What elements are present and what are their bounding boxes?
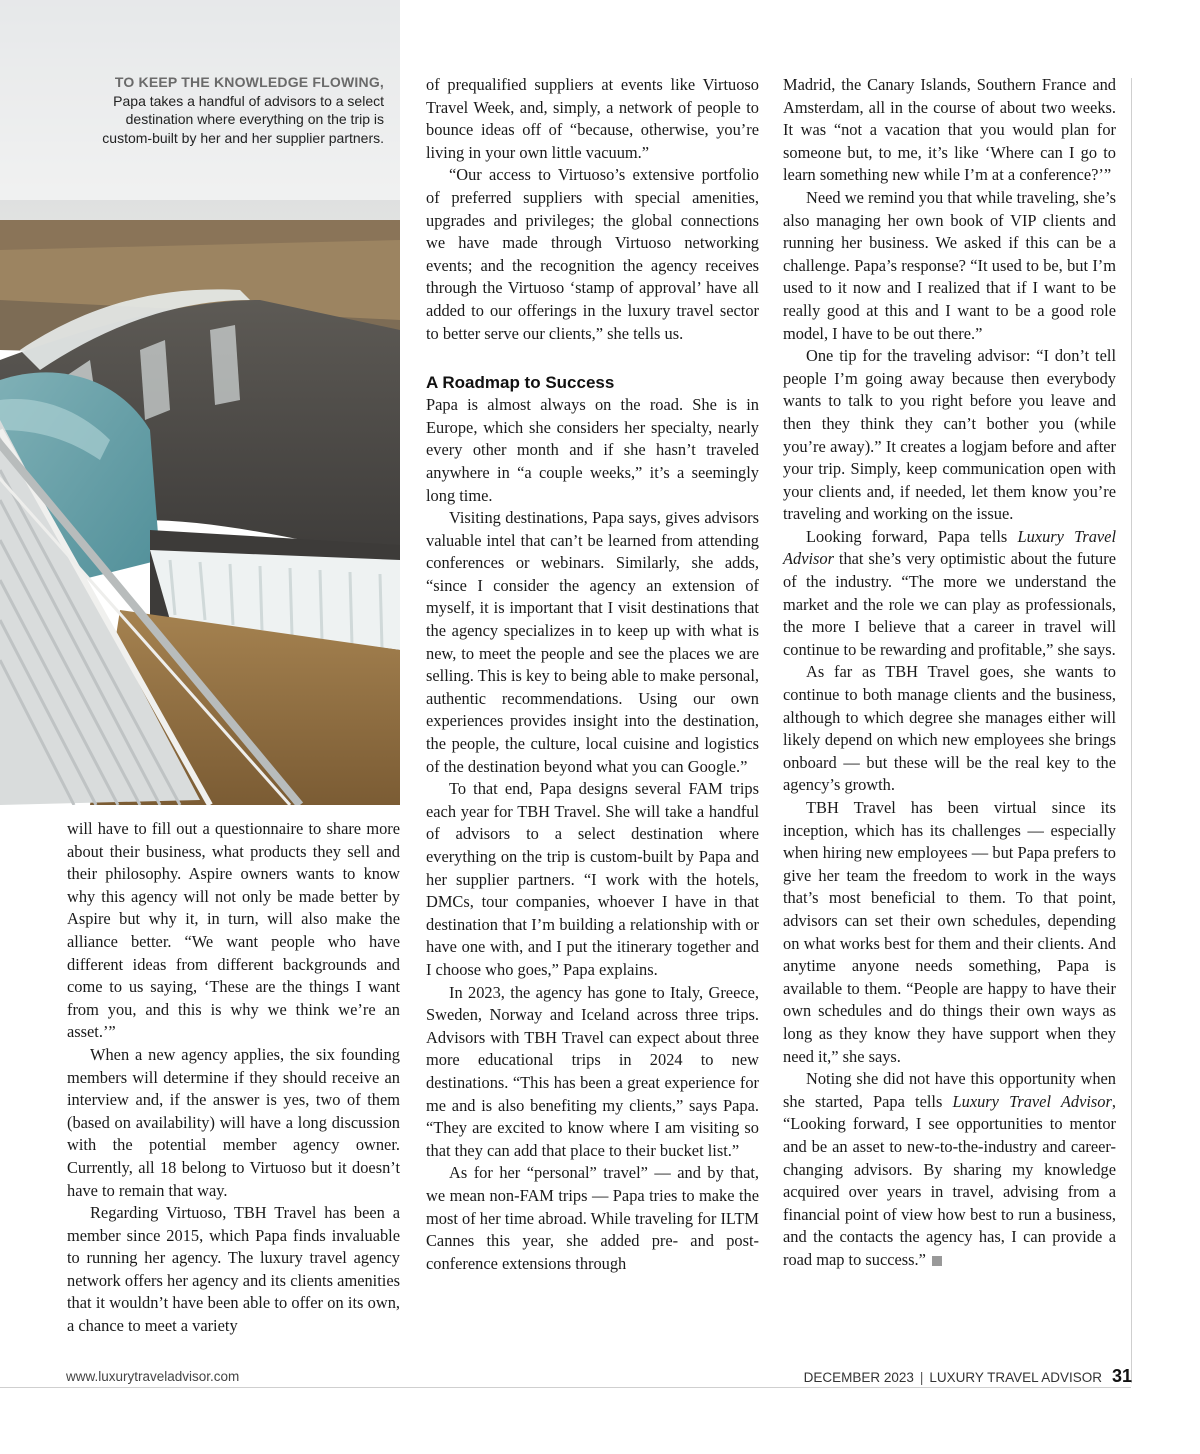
- text-run: that she’s very optimistic about the future of the industry. “The more we understand the market and the role we can play as professionals, the more I believe that a career in travel will continue to be rewarding and profitable,” she says.: [783, 549, 1116, 659]
- paragraph: One tip for the traveling advisor: “I don’t tell people I’m going away because then everybody wants to talk to you right before you leave and then they think they can’t bother you (while you’re away).” It creates a logjam before and after your trip. Simply, keep communication open with your clients and, if needed, let them know you’re traveling and working on the issue.: [783, 346, 1116, 524]
- article-column-3: [783, 74, 1116, 1271]
- section-heading: A Roadmap to Success: [426, 373, 615, 393]
- article-column-2: [426, 74, 759, 1275]
- publication-name: Luxury Travel Advisor: [952, 1091, 1112, 1111]
- article-column-1: [67, 818, 400, 1338]
- caption-text: Papa takes a handful of advisors to a select destination where everything on the trip is custom-built by her and her supplier partners.: [102, 92, 384, 146]
- text-run: Looking forward, Papa tells: [806, 526, 1018, 546]
- footer-folio: [804, 1366, 1132, 1387]
- paragraph: To that end, Papa designs several FAM trips each year for TBH Travel. She will take a handful of advisors to a select destination where everything on the trip is custom-built by Papa and her supplier partners. “I work with the hotels, DMCs, tour companies, whoever I have in that destination that I’m building a relationship with or have one with, and I put the itinerary together and I choose who goes,” Papa explains.: [426, 779, 759, 979]
- paragraph: TBH Travel has been virtual since its inception, which has its challenges — especially when hiring new employees — but Papa prefers to give her team the freedom to work in the ways that’s most beneficial to them. To that point, advisors can set their own schedules, depending on what works best for them and their clients. And anytime anyone needs something, Papa is available to them. “People are happy to have their own schedules and do things their own ways as long as they know they have support when they need it,” she says.: [783, 798, 1116, 1066]
- paragraph: Madrid, the Canary Islands, Southern France and Amsterdam, all in the course of about two weeks. It was “not a vacation that you would plan for someone but, to me, it’s like ‘Where can I go to learn something new while I’m at a conference?’”: [783, 75, 1116, 185]
- paragraph: [783, 526, 1116, 662]
- paragraph: When a new agency applies, the six founding members will determine if they should receive an interview and, if the answer is yes, two of them (based on availability) will have a long discussion with the potential member agency owner. Currently, all 18 belong to Virtuoso but it doesn’t have to remain that way.: [67, 1044, 400, 1200]
- folio-separator: |: [919, 1370, 924, 1385]
- photo-caption: [92, 73, 384, 147]
- footer-rule: [0, 1387, 1131, 1388]
- text-run: Noting she did not have this opportunity when she started, Papa tells: [783, 1069, 1116, 1111]
- paragraph: Visiting destinations, Papa says, gives advisors valuable intel that can’t be learned from attending conferences or webinars. Similarly, she adds, “since I consider the agency an extension of myself, it is important that I visit destinations that the agency specializes in to keep up with what is new, to meet the people and see the places we are selling. This is key to being able to make personal, authentic recommendations. Using our own experiences provides insight into the destination, the people, the culture, local cuisine and logistics of the destination beyond what you can Google.”: [426, 508, 759, 776]
- paragraph: of prequalified suppliers at events like Virtuoso Travel Week, and, simply, a network of people to bounce ideas off of “because, otherwise, you’re living in your own little vacuum.”: [426, 75, 759, 162]
- paragraph: As for her “personal” travel” — and by that, we mean non-FAM trips — Papa tries to make the most of her time abroad. While traveling for ILTM Cannes this year, she added pre- and post-conference extensions through: [426, 1163, 759, 1273]
- paragraph: As far as TBH Travel goes, she wants to continue to both manage clients and the business, although to which degree she manages either will likely depend on which new employees she brings onboard — but these will be the real key to the agency’s growth.: [783, 662, 1116, 795]
- end-mark-icon: [932, 1256, 942, 1266]
- paragraph: [783, 1068, 1116, 1271]
- column-divider: [1131, 78, 1132, 1383]
- paragraph: Regarding Virtuoso, TBH Travel has been a member since 2015, which Papa finds invaluable to running her agency. The luxury travel agency network offers her agency and its clients amenities that it wouldn’t have been able to offer on its own, a chance to meet a variety: [67, 1203, 400, 1336]
- paragraph: In 2023, the agency has gone to Italy, Greece, Sweden, Norway and Iceland across three trips. Advisors with TBH Travel can expect about three more educational trips in 2024 to new destinations. “This has been a great experience for me and is also benefiting my clients,” says Papa. “They are excited to know where I am visiting so that they can add that place to their bucket list.”: [426, 982, 759, 1160]
- footer-url[interactable]: www.luxurytraveladvisor.com: [66, 1369, 240, 1384]
- publication-name: Luxury Travel Advisor: [783, 526, 1117, 569]
- page-number: 31: [1111, 1366, 1132, 1386]
- text-run: , “Looking forward, I see opportunities to mentor and be an asset to new-to-the-industry and career-changing advisors. By sharing my knowledge acquired over years in travel, advising from a financial point of view how best to run a business, and the contacts the agency has, I can provide a road map to success.”: [783, 1091, 1116, 1269]
- issue-date: DECEMBER 2023: [803, 1370, 914, 1385]
- paragraph: “Our access to Virtuoso’s extensive portfolio of preferred suppliers with special amenities, upgrades and privileges; the global connections we have made through Virtuoso networking events; and the recognition the agency receives through the Virtuoso ‘stamp of approval’ have all added to our offerings in the luxury travel sector to better serve our clients,” she tells us.: [426, 165, 759, 343]
- caption-lead: TO KEEP THE KNOWLEDGE FLOWING,: [114, 74, 384, 90]
- publication-title: LUXURY TRAVEL ADVISOR: [929, 1370, 1102, 1385]
- paragraph: Papa is almost always on the road. She is in Europe, which she considers her specialty, nearly every other month and if she hasn’t traveled anywhere in “a couple weeks,” it’s a seemingly long time.: [426, 395, 759, 505]
- paragraph: Need we remind you that while traveling, she’s also managing her own book of VIP clients and running her business. We asked if this can be a challenge. Papa’s response? “It used to be, but I’m used to it now and I realized that if I want to be really good at this and I want to be a good role model, I have to be out there.”: [783, 187, 1116, 343]
- paragraph: will have to fill out a questionnaire to share more about their business, what products they sell and their philosophy. Aspire owners wants to know why this agency will not only be made better by Aspire but why it, in turn, will also make the alliance better. “We want people who have different ideas from different backgrounds and come to us saying, ‘These are the things I want from you, and this is why we think we’re an asset.’”: [67, 819, 400, 1042]
